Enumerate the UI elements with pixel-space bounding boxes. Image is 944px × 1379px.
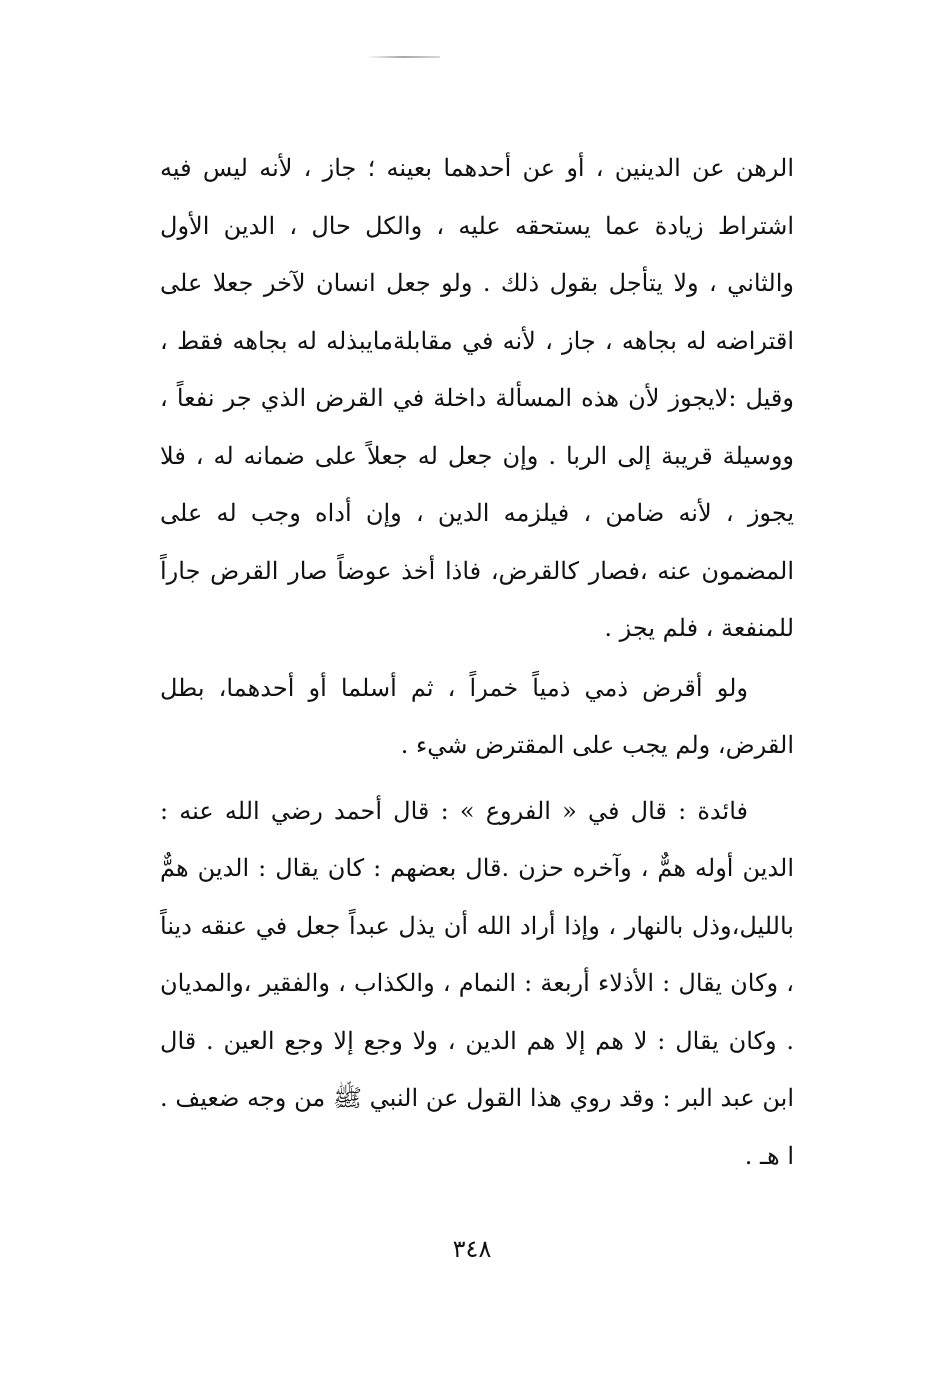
page-body [160, 140, 794, 1185]
paragraph-2: ولو أقرض ذمي ذمياً خمراً ، ثم أسلما أو أحدهما، بطل القرض، ولم يجب على المقترض شيء . [160, 673, 794, 759]
paragraph-3: فائدة : قال في « الفروع » : قال أحمد رضي الله عنه : الدين أوله همٌّ ، وآخره حزن .قال بعضهم : كان يقال : الدين همٌّ بالليل،وذل بالنهار ، وإذا أراد الله أن يذل عبداً جعل في عنقه ديناً ، وكان يقال : الأذلاء أربعة : النمام ، والكذاب ، والفقير ،والمديان . وكان يقال : لا هم إلا هم الدين ، ولا وجع إلا وجع العين . قال ابن عبد البر : وقد روي هذا القول عن النبي ﷺ من وجه ضعيف . ا هـ . [160, 796, 794, 1170]
scan-artifact-line [366, 56, 440, 58]
page-number: ٣٤٨ [452, 1235, 492, 1263]
paragraph-1: الرهن عن الدينين ، أو عن أحدهما بعينه ؛ جاز ، لأنه ليس فيه اشتراط زيادة عما يستحقه عليه ، والكل حال ، الدين الأول والثاني ، ولا يتأجل بقول ذلك . ولو جعل انسان لآخر جعلا على اقتراضه له بجاهه ، جاز ، لأنه في مقابلةمايبذله له بجاهه فقط ، وقيل :لايجوز لأن هذه المسألة داخلة في القرض الذي جر نفعاً ، ووسيلة قريبة إلى الربا . وإن جعل له جعلاً على ضمانه له ، فلا يجوز ، لأنه ضامن ، فيلزمه الدين ، وإن أداه وجب له على المضمون عنه ،فصار كالقرض، فاذا أخذ عوضاً صار القرض جاراً للمنفعة ، فلم يجز . [160, 154, 794, 642]
